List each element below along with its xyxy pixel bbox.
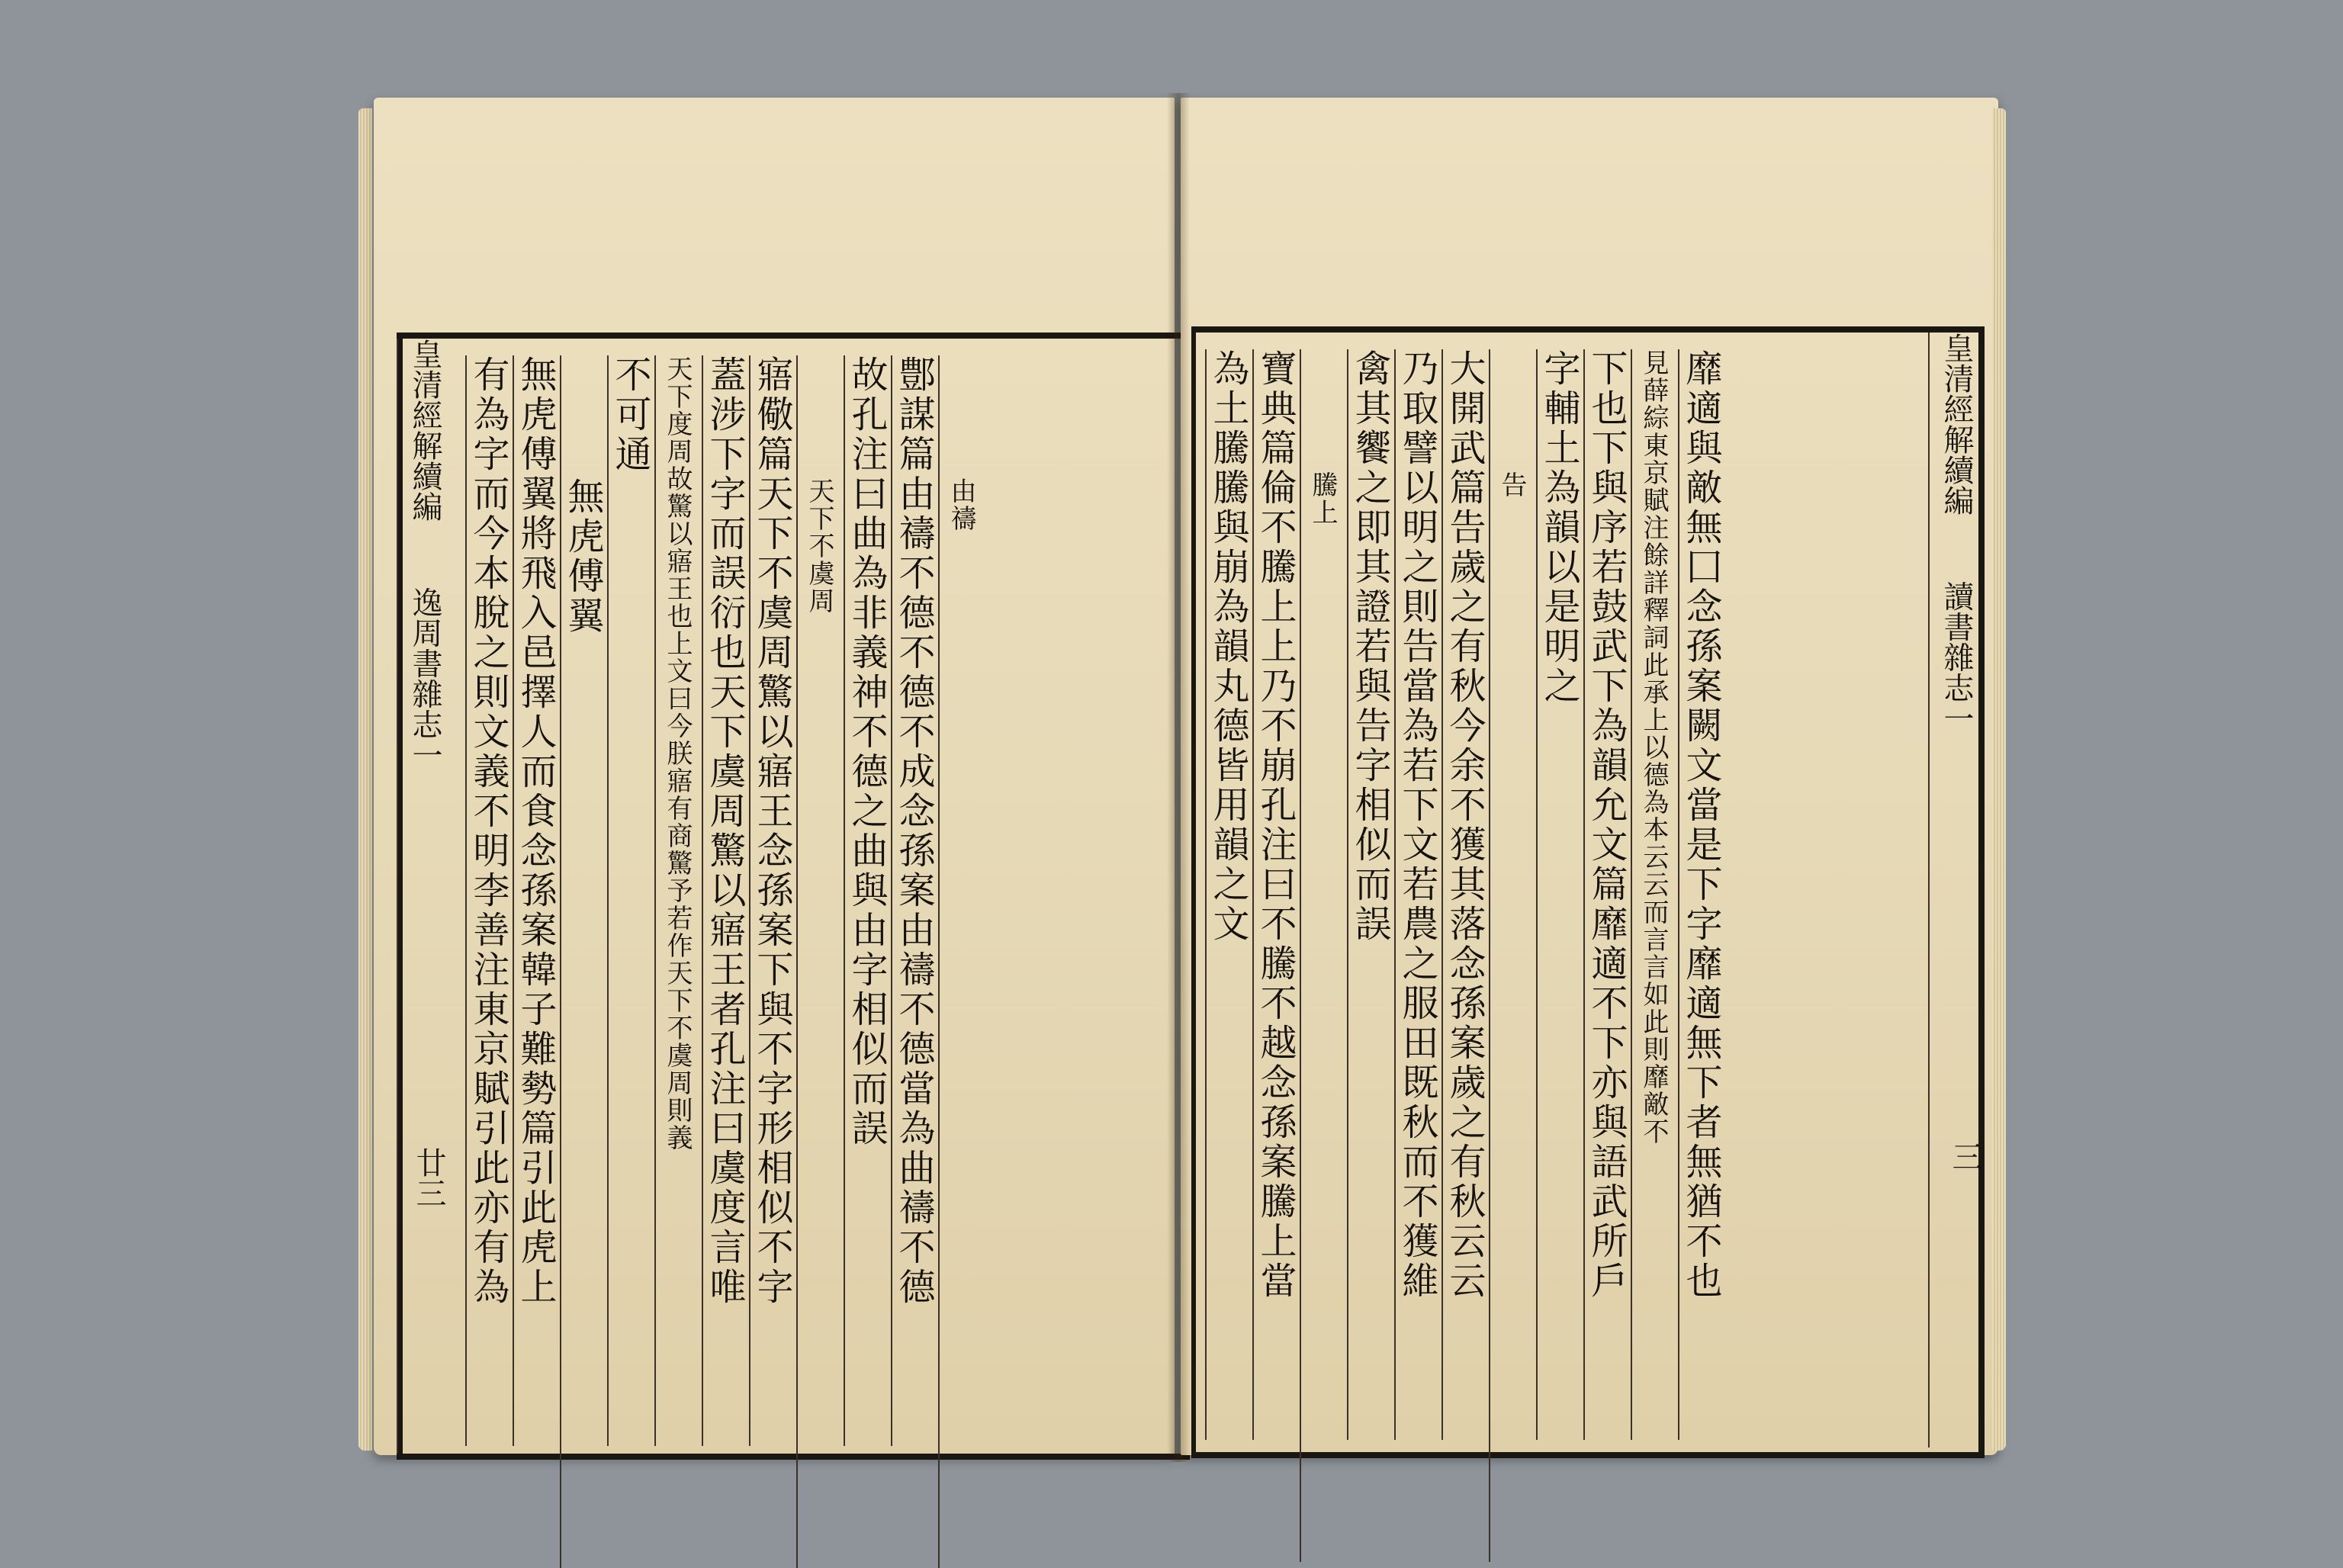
left-page xyxy=(374,98,1175,1455)
left-page-edge xyxy=(358,108,372,1451)
left-page-frame xyxy=(397,333,1190,1460)
right-page-frame xyxy=(1191,326,1985,1458)
left-col-4: 寤儆篇天下不虞周驚以寤王念孫案下與不字形相似不字 xyxy=(749,355,793,1446)
left-center-title: 皇清經解續編 xyxy=(407,339,442,522)
right-folio: 三 xyxy=(1947,1141,1982,1171)
right-center-title: 皇清經解續編 xyxy=(1939,333,1974,516)
right-col-5: 告 xyxy=(1489,349,1533,1562)
right-col-7: 乃取譬以明之則告當為若下文若農之服田既秋而不獲維 xyxy=(1394,349,1438,1440)
right-col-2: 見薛綜東京賦注餘詳釋詞此承上以德為本云云而言言如此則靡敵不 xyxy=(1631,349,1675,1440)
left-col-2: 故孔注曰曲為非義神不德之曲與由字相似而誤 xyxy=(844,355,888,1446)
left-col-9: 無虎傅翼將飛入邑擇人而食念孫案韓子難勢篇引此虎上 xyxy=(513,355,557,1446)
right-col-9: 騰上 xyxy=(1300,349,1344,1562)
left-header-note: 由禱 xyxy=(938,355,982,1568)
left-col-7: 不可通 xyxy=(607,355,651,1446)
left-col-5: 蓋涉下字而誤衍也天下虞周驚以寤王者孔注曰虞度言唯 xyxy=(702,355,746,1446)
right-col-6: 大開武篇告歲之有秋今余不獲其落念孫案歲之有秋云云 xyxy=(1441,349,1486,1440)
right-col-1: 靡適與敵無囗念孫案闕文當是下字靡適無下者無猶不也 xyxy=(1678,349,1722,1440)
right-col-11: 為土騰騰與崩為韻丸德皆用韻之文 xyxy=(1205,349,1249,1440)
left-col-6: 天下度周故驚以寤王也上文曰今朕寤有商驚予若作天下不虞周則義 xyxy=(654,355,699,1446)
left-col-3: 天下不虞周 xyxy=(796,355,840,1568)
left-col-10: 有為字而今本脫之則文義不明李善注東京賦引此亦有為 xyxy=(465,355,509,1446)
left-folio: 廿三 xyxy=(411,1147,446,1208)
open-book xyxy=(358,93,1998,1462)
right-center-strip xyxy=(1928,333,1983,1448)
left-col-1: 鄷謀篇由禱不德不德不成念孫案由禱不德當為曲禱不德 xyxy=(891,355,935,1446)
left-center-subtitle: 逸周書雜志一 xyxy=(407,586,442,770)
right-col-10: 寶典篇倫不騰上上乃不崩孔注曰不騰不越念孫案騰上當 xyxy=(1252,349,1297,1440)
right-col-4: 字輔土為韻以是明之 xyxy=(1536,349,1580,1440)
right-col-8: 禽其饗之即其證若與告字相似而誤 xyxy=(1347,349,1391,1440)
left-col-8: 無虎傅翼 xyxy=(560,355,604,1568)
right-page-edge xyxy=(1992,108,2006,1451)
right-center-subtitle: 讀書雜志一 xyxy=(1939,580,1974,734)
left-center-strip xyxy=(397,339,452,1454)
right-col-3: 下也下與序若鼓武下為韻允文篇靡適不下亦與語武所戶 xyxy=(1583,349,1628,1440)
right-page xyxy=(1181,98,1998,1455)
